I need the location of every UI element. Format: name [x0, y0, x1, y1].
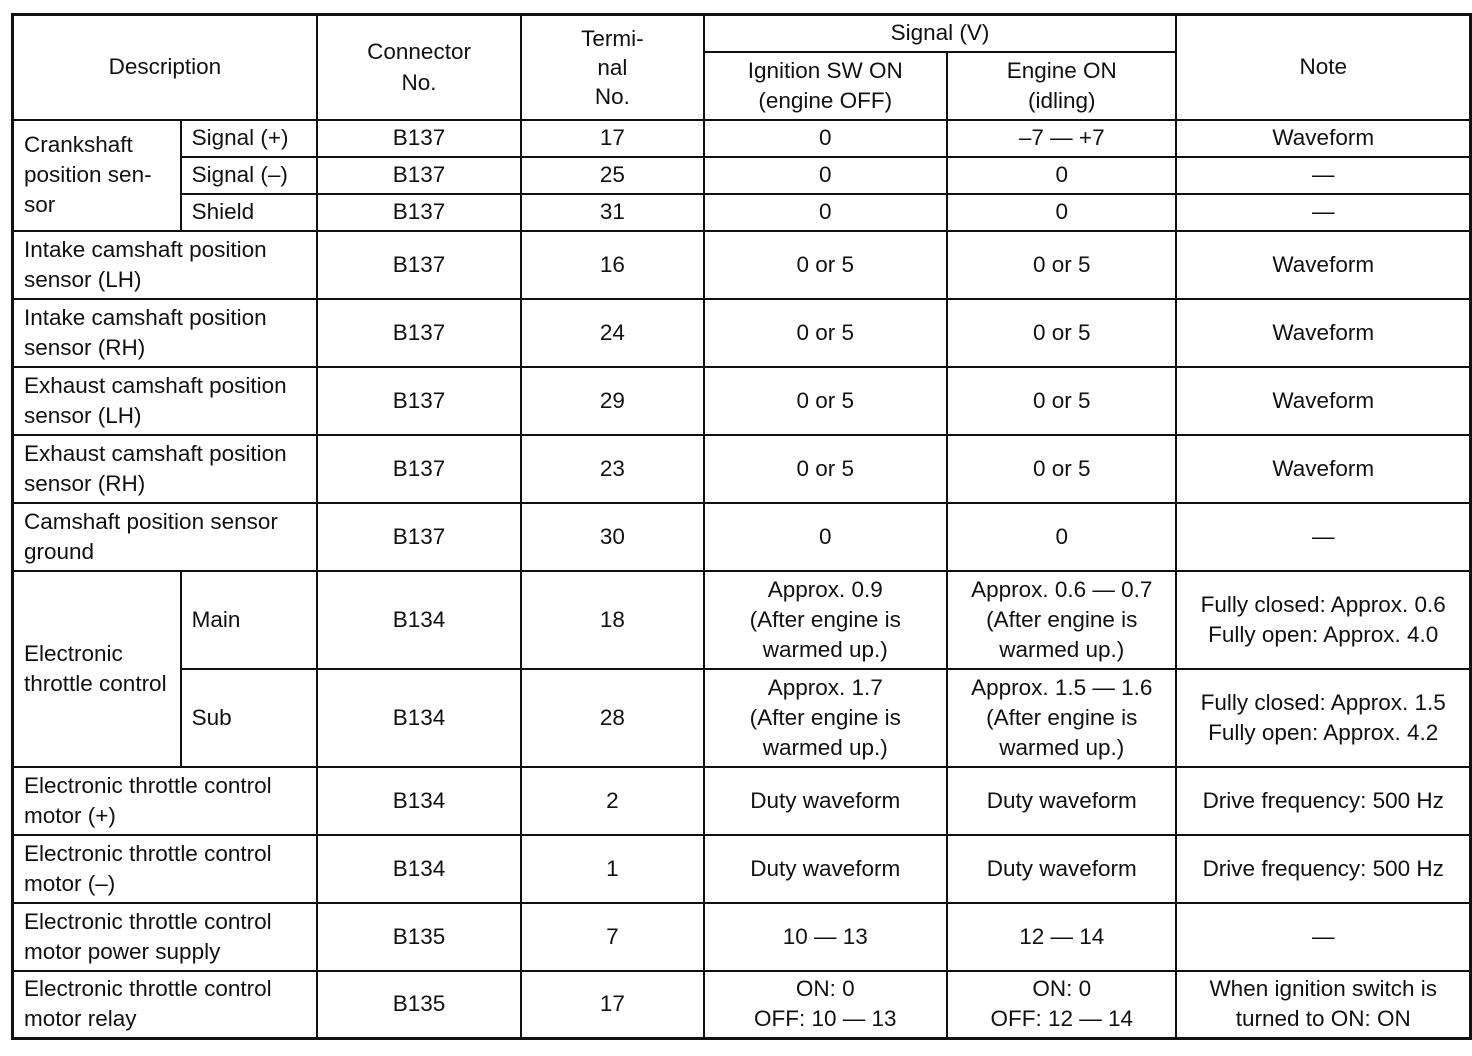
note-cell: — [1176, 194, 1470, 231]
terminal-cell: 1 [521, 835, 703, 903]
connector-cell: B137 [317, 120, 521, 157]
note-cell: Waveform [1176, 231, 1470, 299]
table-row [13, 903, 1471, 971]
table-row [13, 435, 1471, 503]
ignition-value-cell: 0 [704, 503, 948, 571]
table-row [13, 231, 1471, 299]
table-row [13, 120, 1471, 157]
table-row [13, 571, 1471, 669]
ignition-value-cell: 0 or 5 [704, 231, 948, 299]
connector-cell: B134 [317, 835, 521, 903]
table-row [13, 194, 1471, 231]
note-cell: Fully closed: Approx. 0.6 Fully open: Approx. 4.0 [1176, 571, 1470, 669]
header-signal: Signal (V) [704, 15, 1177, 52]
engine-value-cell: 0 [947, 157, 1176, 194]
note-cell: Waveform [1176, 367, 1470, 435]
ignition-value-cell: 0 [704, 120, 948, 157]
note-cell: — [1176, 503, 1470, 571]
ignition-value-cell: Duty waveform [704, 767, 948, 835]
table-row [13, 669, 1471, 767]
header-note: Note [1176, 15, 1470, 120]
header-connector: Connector No. [317, 15, 521, 120]
description-cell: Intake camshaft position sensor (LH) [13, 231, 317, 299]
connector-cell: B134 [317, 571, 521, 669]
note-cell: Waveform [1176, 435, 1470, 503]
note-cell: Waveform [1176, 299, 1470, 367]
table-row [13, 157, 1471, 194]
ignition-value-cell: ON: 0 OFF: 10 — 13 [704, 971, 948, 1039]
description-cell: Exhaust camshaft position sensor (LH) [13, 367, 317, 435]
terminal-cell: 30 [521, 503, 703, 571]
ignition-value-cell: Approx. 1.7 (After engine is warmed up.) [704, 669, 948, 767]
engine-value-cell: 0 or 5 [947, 367, 1176, 435]
ignition-value-cell: 10 — 13 [704, 903, 948, 971]
terminal-cell: 16 [521, 231, 703, 299]
terminal-cell: 25 [521, 157, 703, 194]
connector-cell: B137 [317, 503, 521, 571]
connector-cell: B135 [317, 903, 521, 971]
header-description: Description [13, 15, 317, 120]
crankshaft-sensor-label: Crankshaft position sen- sor [13, 120, 181, 231]
engine-value-cell: 12 — 14 [947, 903, 1176, 971]
terminal-cell: 28 [521, 669, 703, 767]
sub-label: Sub [181, 669, 317, 767]
engine-value-cell: 0 or 5 [947, 299, 1176, 367]
description-cell: Electronic throttle control motor (+) [13, 767, 317, 835]
connector-cell: B135 [317, 971, 521, 1039]
description-cell: Exhaust camshaft position sensor (RH) [13, 435, 317, 503]
engine-value-cell: Approx. 0.6 — 0.7 (After engine is warmed up.) [947, 571, 1176, 669]
throttle-control-label: Electronic throttle control [13, 571, 181, 767]
ignition-value-cell: 0 or 5 [704, 367, 948, 435]
terminal-cell: 18 [521, 571, 703, 669]
engine-value-cell: Duty waveform [947, 835, 1176, 903]
note-cell: Waveform [1176, 120, 1470, 157]
table-row [13, 971, 1471, 1039]
connector-cell: B137 [317, 194, 521, 231]
sub-label: Shield [181, 194, 317, 231]
sub-label: Signal (–) [181, 157, 317, 194]
terminal-cell: 23 [521, 435, 703, 503]
engine-value-cell: Approx. 1.5 — 1.6 (After engine is warmed up.) [947, 669, 1176, 767]
ignition-value-cell: Duty waveform [704, 835, 948, 903]
terminal-cell: 2 [521, 767, 703, 835]
connector-cell: B134 [317, 767, 521, 835]
sub-label: Signal (+) [181, 120, 317, 157]
header-terminal: Termi- nal No. [521, 15, 703, 120]
description-cell: Electronic throttle control motor (–) [13, 835, 317, 903]
connector-cell: B137 [317, 299, 521, 367]
connector-cell: B137 [317, 231, 521, 299]
description-cell: Electronic throttle control motor relay [13, 971, 317, 1039]
connector-cell: B137 [317, 367, 521, 435]
engine-value-cell: 0 [947, 194, 1176, 231]
sub-label: Main [181, 571, 317, 669]
engine-value-cell: Duty waveform [947, 767, 1176, 835]
description-cell: Camshaft position sensor ground [13, 503, 317, 571]
engine-value-cell: 0 [947, 503, 1176, 571]
engine-value-cell: 0 or 5 [947, 435, 1176, 503]
table-row [13, 835, 1471, 903]
note-cell: When ignition switch is turned to ON: ON [1176, 971, 1470, 1039]
terminal-cell: 29 [521, 367, 703, 435]
table-row [13, 367, 1471, 435]
ignition-value-cell: 0 or 5 [704, 435, 948, 503]
note-cell: Drive frequency: 500 Hz [1176, 835, 1470, 903]
engine-value-cell: –7 — +7 [947, 120, 1176, 157]
signal-table-container [11, 13, 1472, 1040]
table-row [13, 299, 1471, 367]
terminal-cell: 7 [521, 903, 703, 971]
ignition-value-cell: 0 or 5 [704, 299, 948, 367]
ignition-value-cell: 0 [704, 157, 948, 194]
note-cell: Fully closed: Approx. 1.5 Fully open: Approx. 4.2 [1176, 669, 1470, 767]
description-cell: Electronic throttle control motor power supply [13, 903, 317, 971]
note-cell: — [1176, 903, 1470, 971]
description-cell: Intake camshaft position sensor (RH) [13, 299, 317, 367]
terminal-cell: 17 [521, 971, 703, 1039]
engine-value-cell: ON: 0 OFF: 12 — 14 [947, 971, 1176, 1039]
connector-cell: B137 [317, 157, 521, 194]
note-cell: — [1176, 157, 1470, 194]
engine-value-cell: 0 or 5 [947, 231, 1176, 299]
terminal-cell: 31 [521, 194, 703, 231]
terminal-cell: 24 [521, 299, 703, 367]
header-row-1 [13, 15, 1471, 52]
table-row [13, 767, 1471, 835]
ecm-signal-table [11, 13, 1472, 1040]
ignition-value-cell: 0 [704, 194, 948, 231]
note-cell: Drive frequency: 500 Hz [1176, 767, 1470, 835]
terminal-cell: 17 [521, 120, 703, 157]
table-row [13, 503, 1471, 571]
header-engine-on: Engine ON (idling) [947, 52, 1176, 120]
connector-cell: B137 [317, 435, 521, 503]
ignition-value-cell: Approx. 0.9 (After engine is warmed up.) [704, 571, 948, 669]
header-ignition-sw-on: Ignition SW ON (engine OFF) [704, 52, 948, 120]
connector-cell: B134 [317, 669, 521, 767]
